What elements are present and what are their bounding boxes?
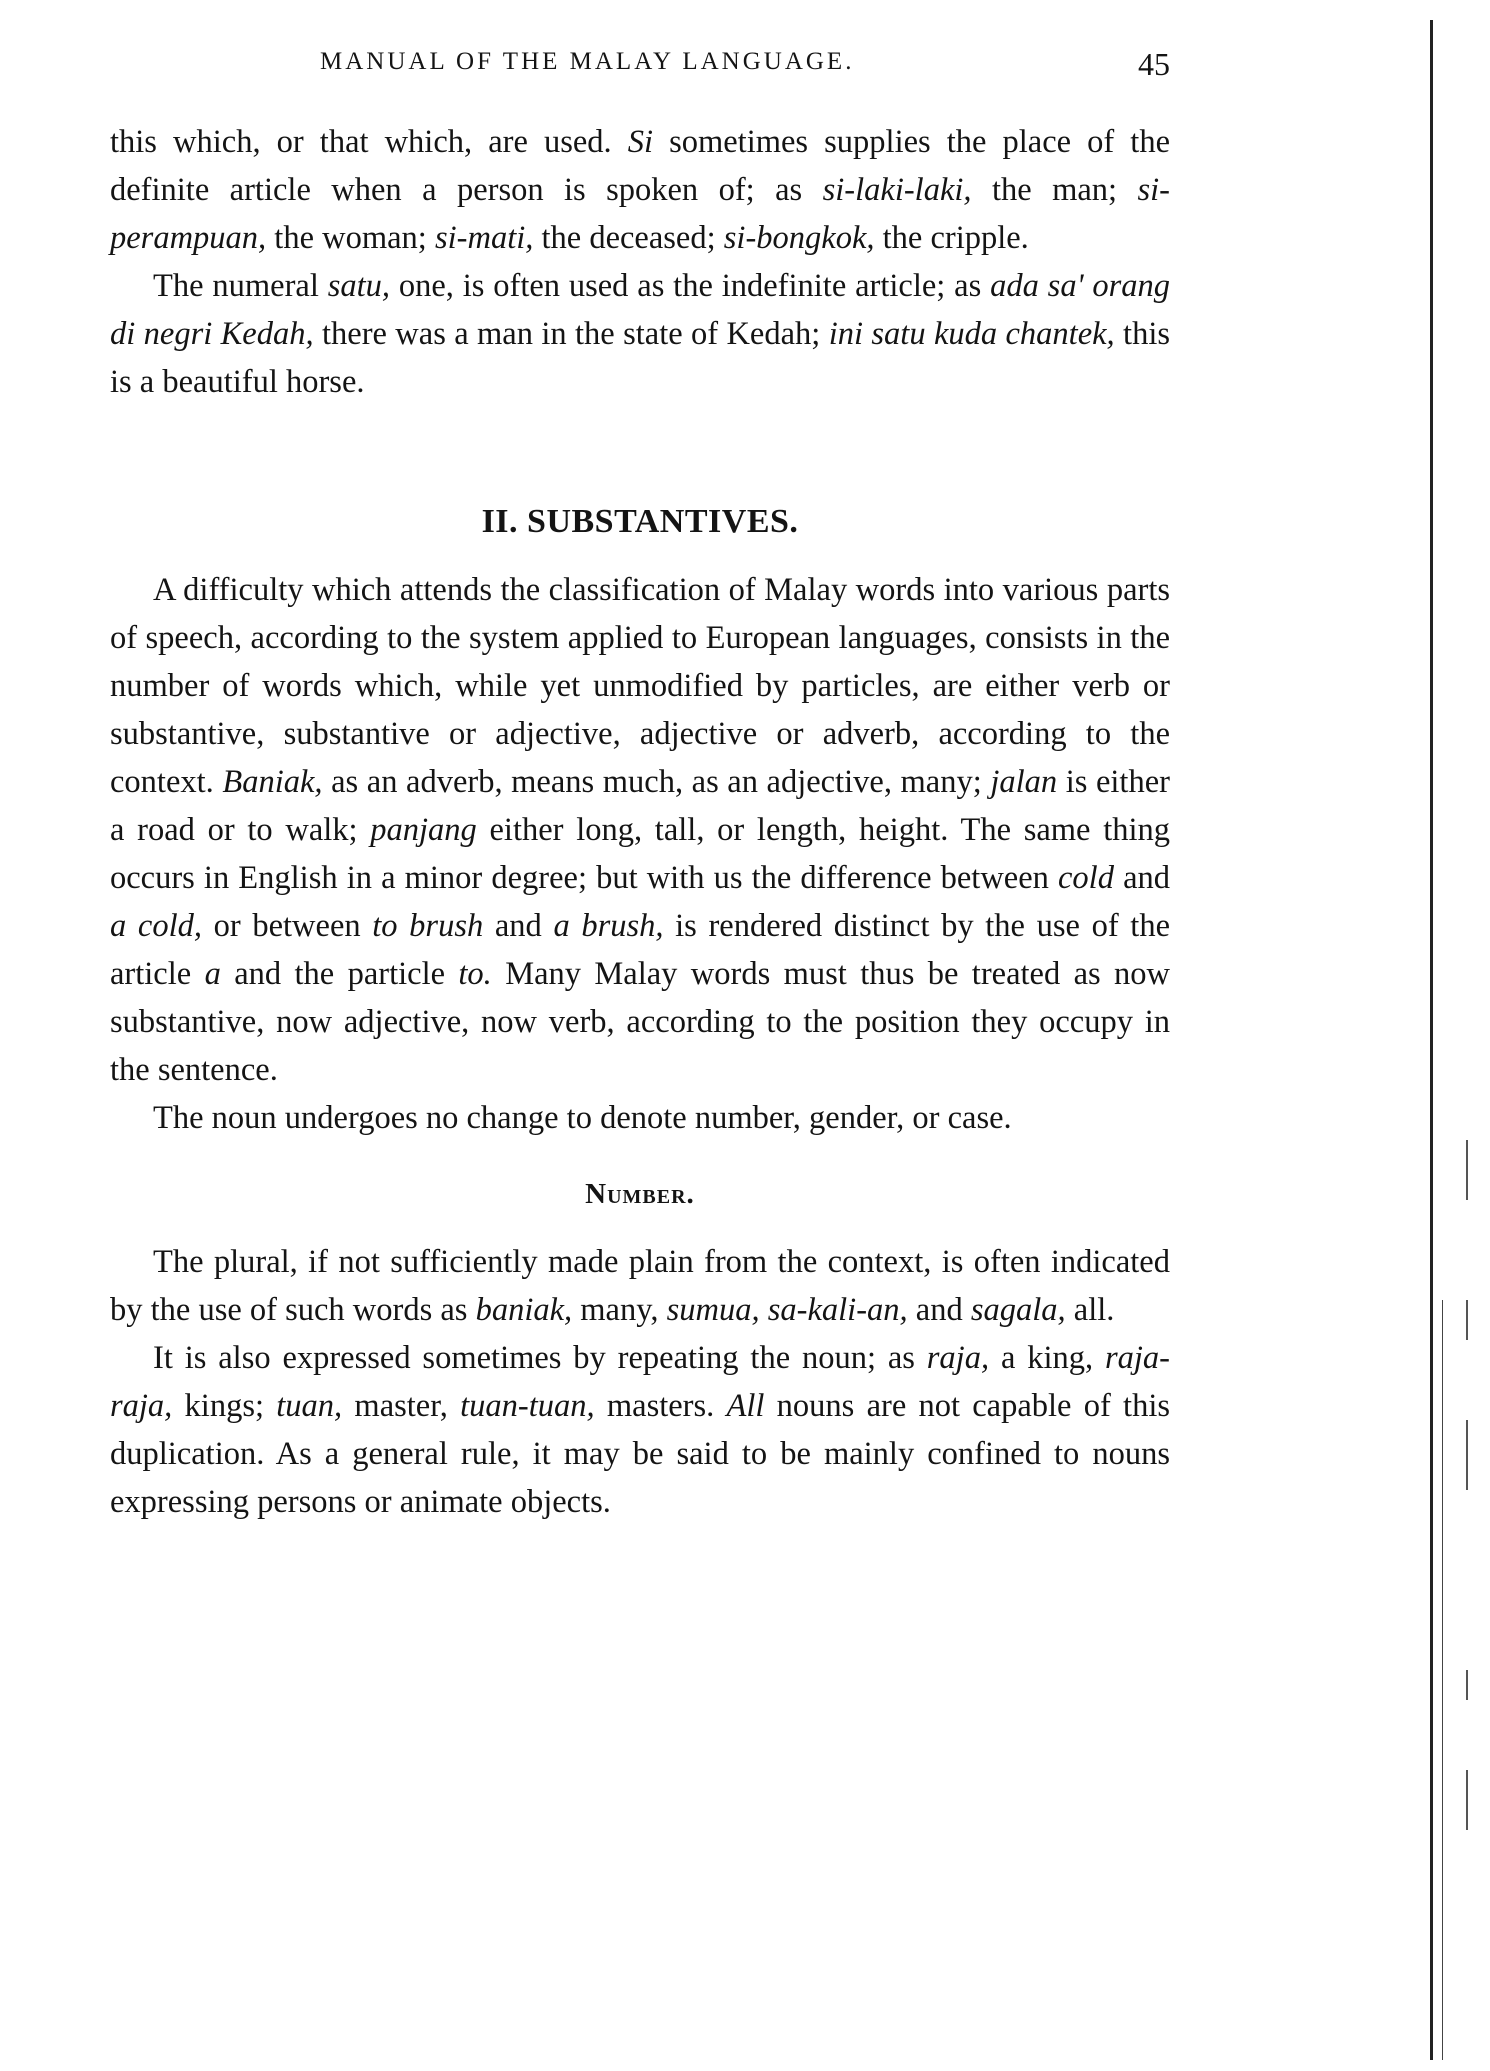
text-run: The noun undergoes no change to denote number, gender, or case. xyxy=(153,1100,1012,1136)
text-run: masters. xyxy=(594,1388,727,1424)
malay-term: si-perampuan, xyxy=(110,172,1170,256)
malay-term: raja-raja, xyxy=(110,1340,1170,1424)
english-example: to. xyxy=(458,956,492,992)
english-example: a xyxy=(204,956,221,992)
section-heading: II. SUBSTANTIVES. xyxy=(481,503,799,540)
running-title: MANUAL OF THE MALAY LANGUAGE. xyxy=(320,48,855,75)
sub-heading-number: Number. xyxy=(585,1178,695,1210)
scan-mark xyxy=(1466,1670,1468,1700)
malay-term: ini satu kuda chantek, xyxy=(828,316,1115,352)
malay-term: sumua, sa-kali-an, xyxy=(666,1292,908,1328)
text-run: all. xyxy=(1065,1292,1115,1328)
malay-term: Baniak, xyxy=(222,764,323,800)
paragraph-indefinite-article xyxy=(110,262,1170,406)
text-run: either long, tall, or length, height. The same thing occurs in English in a minor degree; but with us the difference between xyxy=(110,812,1170,896)
scan-mark xyxy=(1466,1140,1468,1200)
emphasis: All xyxy=(726,1388,765,1424)
malay-term: jalan xyxy=(990,764,1058,800)
page-header xyxy=(110,48,1170,88)
text-run: the man; xyxy=(971,172,1138,208)
page-edge-rule xyxy=(1430,20,1433,2060)
malay-term: Si xyxy=(627,124,653,160)
paragraph-plural xyxy=(110,1238,1170,1334)
text-run: The numeral xyxy=(153,268,328,304)
malay-term: si-laki-laki, xyxy=(822,172,972,208)
body-text xyxy=(110,118,1170,1526)
text-run: is rendered distinct by the use of the article xyxy=(110,908,1170,992)
text-run: the cripple. xyxy=(874,220,1029,256)
text-run: the deceased; xyxy=(533,220,724,256)
page-edge-rule-thin xyxy=(1442,1300,1443,2060)
text-run: master, xyxy=(342,1388,461,1424)
text-run: A difficulty which attends the classification of Malay words into various parts of speech, according to the system applied to European languages, consists in the number of words which, while yet unmodified by particles, are either verb or substantive, substantive or adjective, adjective or adverb, according to the context. xyxy=(110,572,1170,800)
malay-term: satu, xyxy=(327,268,390,304)
scan-mark xyxy=(1466,1420,1468,1490)
text-run: nouns are not capable of this duplication. As a general rule, it may be said to be mainly confined to nouns expressing persons or animate objects. xyxy=(110,1388,1170,1520)
text-run: and xyxy=(907,1292,971,1328)
text-run: Many Malay words must thus be treated as now substantive, now adjective, now verb, according to the position they occupy in the sentence. xyxy=(110,956,1170,1088)
text-run: kings; xyxy=(172,1388,277,1424)
english-example: a brush, xyxy=(553,908,664,944)
malay-term: baniak, xyxy=(475,1292,573,1328)
english-example: cold xyxy=(1058,860,1114,896)
text-run: and xyxy=(1113,860,1170,896)
malay-term: raja, xyxy=(926,1340,990,1376)
text-run: or between xyxy=(201,908,373,944)
paragraph-definite-article xyxy=(110,118,1170,262)
text-run: the woman; xyxy=(266,220,435,256)
text-run: and the particle xyxy=(220,956,459,992)
text-run: sometimes supplies the place of the definite article when a person is spoken of; as xyxy=(110,124,1170,208)
page-number: 45 xyxy=(1138,46,1170,82)
text-run: It is also expressed sometimes by repeating the noun; as xyxy=(153,1340,927,1376)
paragraph-noun-no-change xyxy=(110,1094,1170,1142)
malay-term: ada sa' orang di negri Kedah, xyxy=(110,268,1171,352)
text-run: there was a man in the state of Kedah; xyxy=(313,316,829,352)
text-run: and xyxy=(483,908,554,944)
malay-term: si-bongkok, xyxy=(723,220,875,256)
text-run: this which, or that which, are used. xyxy=(110,124,628,160)
text-run: a king, xyxy=(989,1340,1105,1376)
paragraph-classification xyxy=(110,566,1170,1094)
malay-term: tuan, xyxy=(276,1388,343,1424)
malay-term: sagala, xyxy=(970,1292,1066,1328)
text-run: The plural, if not sufficiently made plain from the context, is often indicated by the use of such words as xyxy=(110,1244,1170,1328)
text-run: one, is often used as the indefinite article; as xyxy=(390,268,991,304)
malay-term: tuan-tuan, xyxy=(460,1388,595,1424)
english-example: a cold, xyxy=(110,908,202,944)
malay-term: panjang xyxy=(370,812,477,848)
text-run: many, xyxy=(572,1292,667,1328)
paragraph-duplication xyxy=(110,1334,1170,1526)
malay-term: si-mati, xyxy=(434,220,534,256)
scan-mark xyxy=(1466,1300,1468,1340)
text-run: as an adverb, means much, as an adjective, many; xyxy=(322,764,991,800)
scan-mark xyxy=(1466,1770,1468,1830)
text-run: this is a beautiful horse. xyxy=(110,316,1171,400)
text-run: is either a road or to walk; xyxy=(110,764,1170,848)
english-example: to brush xyxy=(372,908,484,944)
